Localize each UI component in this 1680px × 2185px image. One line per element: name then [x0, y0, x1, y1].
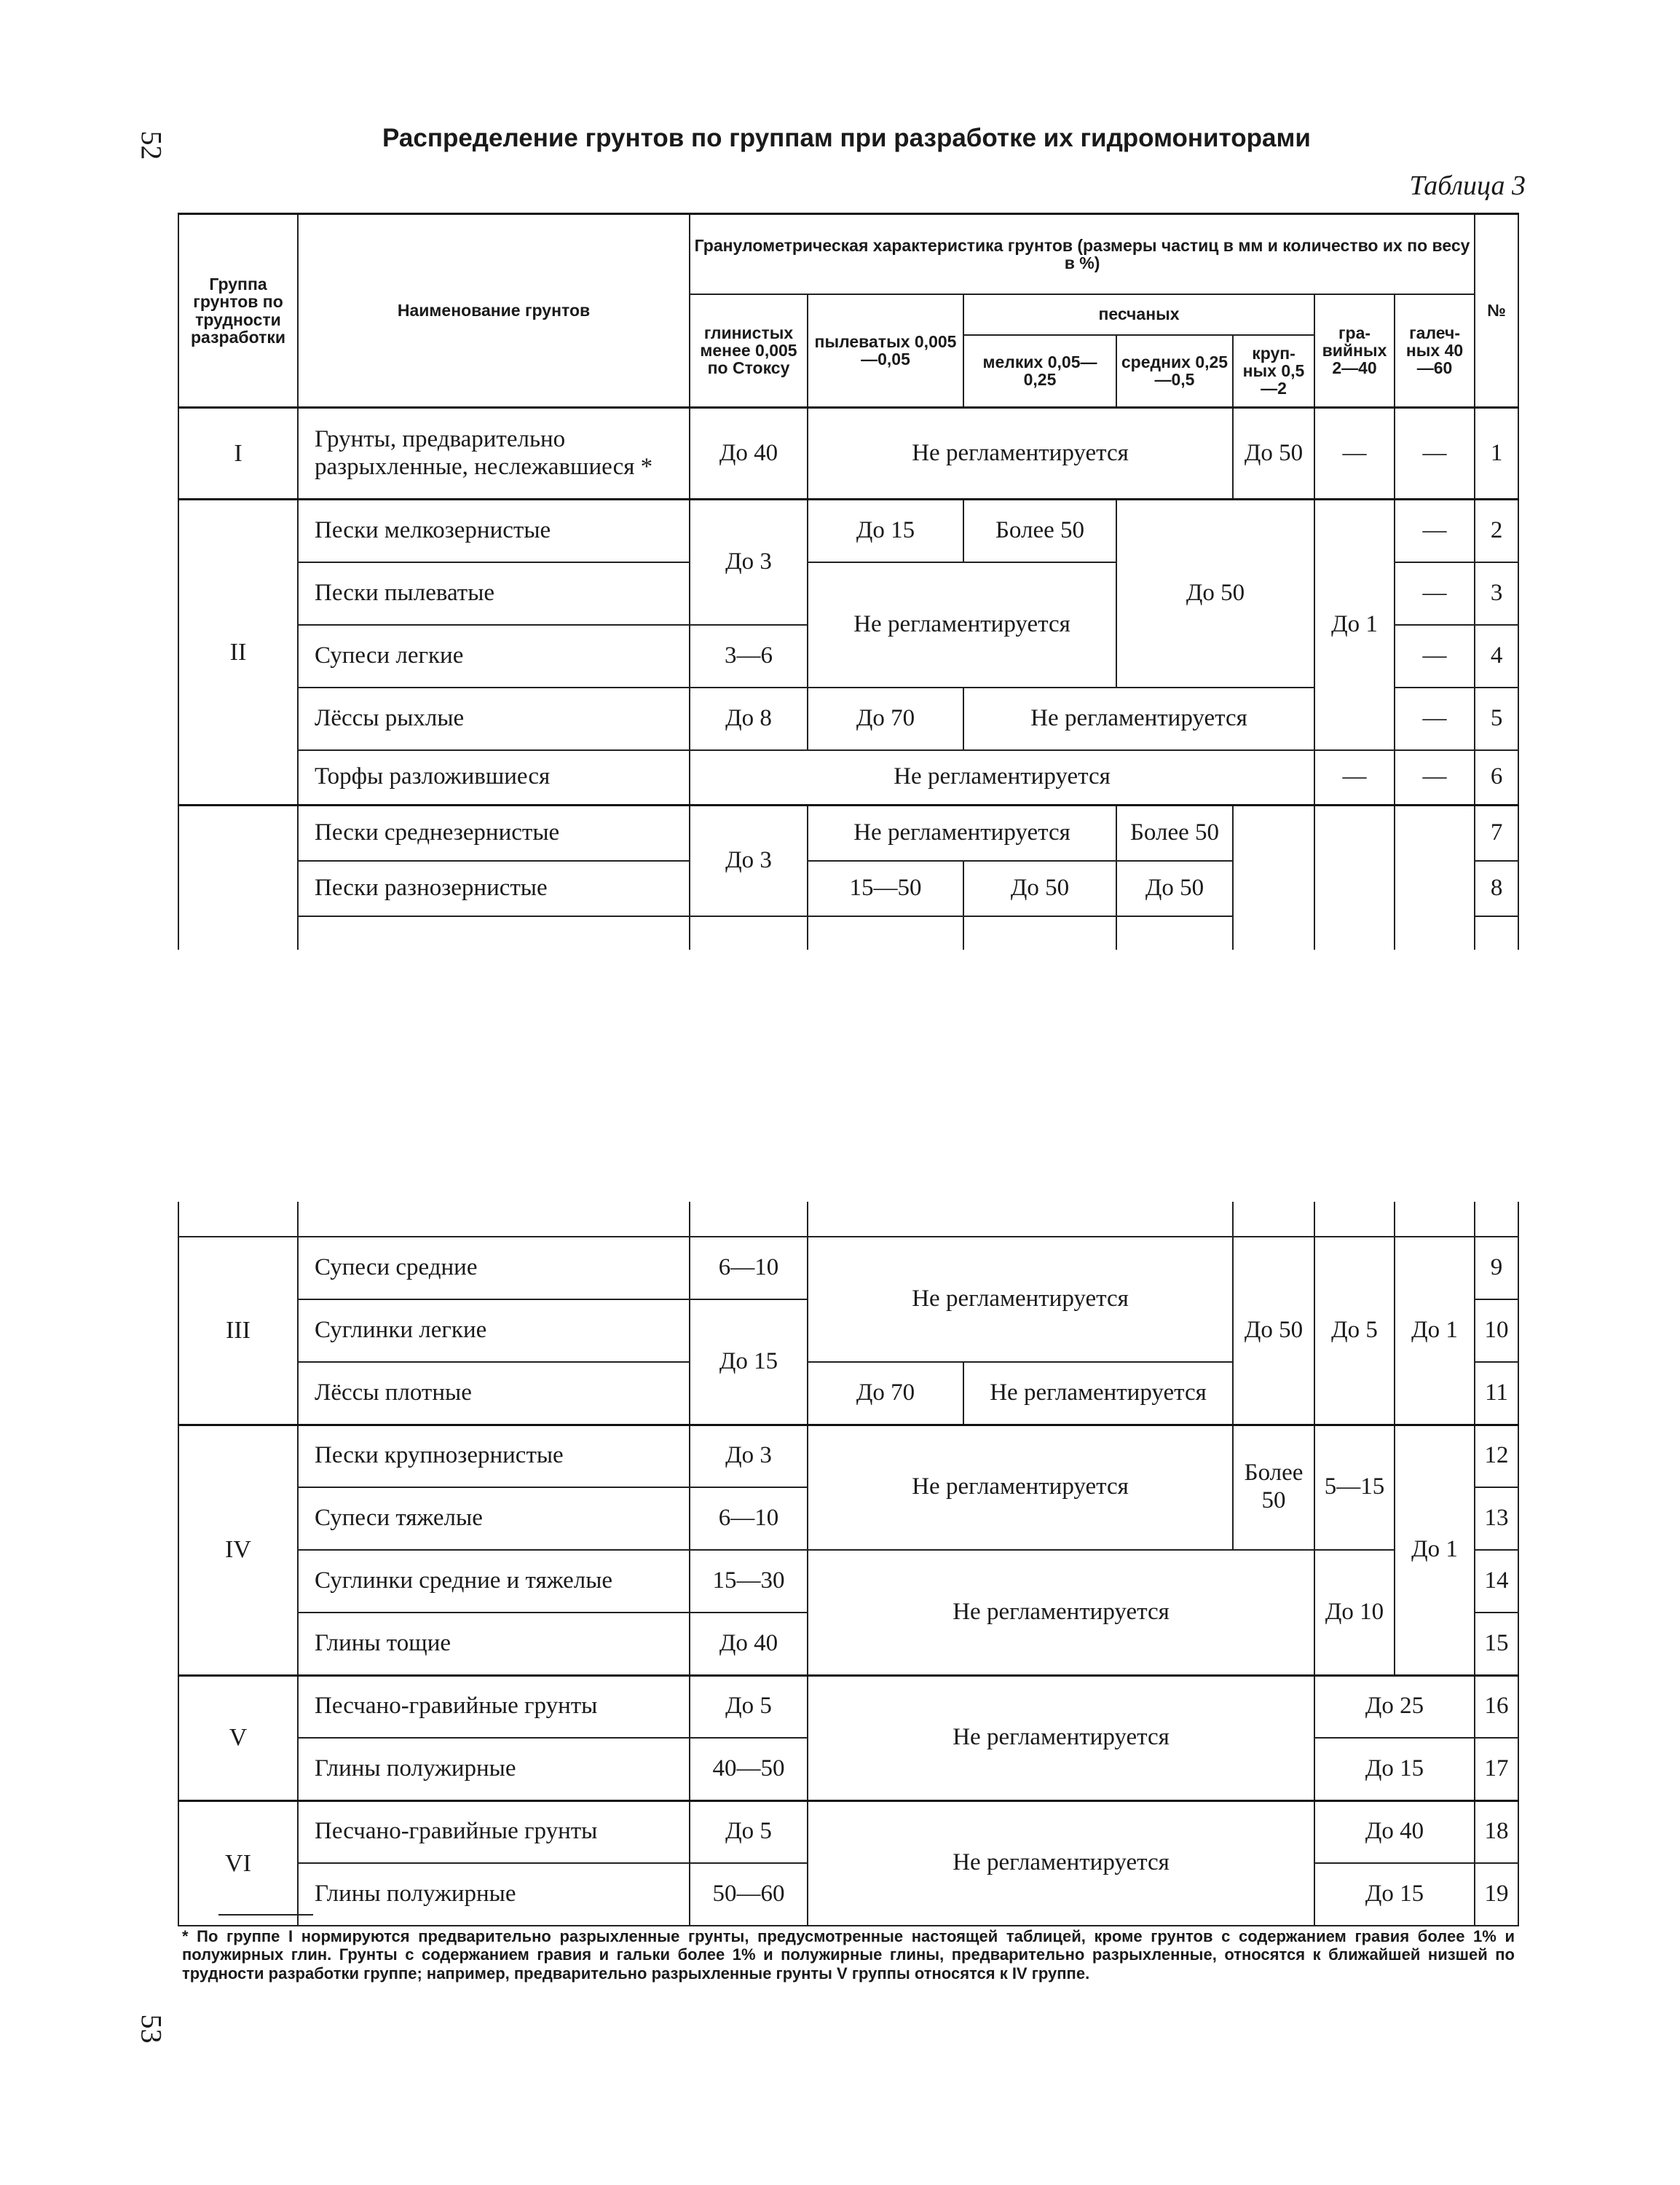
- soil-name: Пески мелкозернистые: [298, 500, 690, 562]
- pebble-value: —: [1395, 688, 1475, 750]
- gravel-pebble-value: До 15: [1314, 1738, 1475, 1800]
- row-number: 8: [1475, 861, 1518, 916]
- row-number: 13: [1475, 1487, 1518, 1550]
- clay-value: До 3: [690, 806, 808, 916]
- pebble-value: До 1: [1395, 1425, 1475, 1675]
- soil-name: Глины полужирные: [298, 1863, 690, 1926]
- soil-table-part-2: [178, 1202, 1519, 1926]
- group-cell: III: [178, 1237, 298, 1425]
- pebble-value: До 1: [1395, 1237, 1475, 1425]
- gravel-pebble-value: До 15: [1314, 1863, 1475, 1926]
- medium-coarse-value: До 50: [1116, 500, 1314, 688]
- row-number: 12: [1475, 1425, 1518, 1487]
- header-silt: пылеватых 0,005—0,05: [808, 294, 963, 408]
- soil-name: Пески среднезернистые: [298, 806, 690, 861]
- table-label: Таблица 3: [1409, 170, 1526, 201]
- not-regulated: Не регламентируется: [808, 1425, 1233, 1550]
- row-number: 17: [1475, 1738, 1518, 1800]
- header-pebble: галеч-ных 40—60: [1395, 294, 1475, 408]
- gravel-value: До 1: [1314, 500, 1395, 750]
- row-number: 3: [1475, 562, 1518, 625]
- clay-value: 6—10: [690, 1237, 808, 1299]
- not-regulated: Не регламентируется: [808, 408, 1233, 500]
- silt-value: До 70: [808, 688, 963, 750]
- not-regulated: Не регламентируется: [808, 1675, 1314, 1800]
- gravel-value: —: [1314, 408, 1395, 500]
- pebble-value: —: [1395, 562, 1475, 625]
- not-regulated: Не регламентируется: [808, 806, 1116, 861]
- silt-value: До 70: [808, 1362, 963, 1425]
- gravel-value: До 5: [1314, 1237, 1395, 1425]
- fine-value: До 50: [963, 861, 1116, 916]
- soil-name: Пески пылеватые: [298, 562, 690, 625]
- not-regulated: Не регламентируется: [690, 750, 1314, 806]
- clay-value: 3—6: [690, 625, 808, 688]
- header-num: №: [1475, 214, 1518, 408]
- header-name: Наименование грунтов: [298, 214, 690, 408]
- page-number-top: 52: [135, 130, 168, 160]
- not-regulated: Не регламентируется: [808, 562, 1116, 688]
- header-fine: мелких 0,05—0,25: [963, 335, 1116, 408]
- soil-name: Суглинки легкие: [298, 1299, 690, 1362]
- row-number: 1: [1475, 408, 1518, 500]
- silt-value: До 15: [808, 500, 963, 562]
- header-group: Группа грунтов по трудности разработки: [178, 214, 298, 408]
- row-number: 2: [1475, 500, 1518, 562]
- soil-name: Песчано-гравийные грунты: [298, 1675, 690, 1738]
- soil-name: Суглинки средние и тяжелые: [298, 1550, 690, 1613]
- coarse-value: До 50: [1233, 1237, 1314, 1425]
- not-regulated: Не регламентируется: [808, 1237, 1233, 1362]
- soil-name: Песчано-гравийные грунты: [298, 1800, 690, 1863]
- soil-name: Грунты, предварительно разрыхленные, неслежавшиеся *: [298, 408, 690, 500]
- row-number: 10: [1475, 1299, 1518, 1362]
- soil-name: Глины тощие: [298, 1613, 690, 1675]
- soil-name: Пески разнозернистые: [298, 861, 690, 916]
- header-granulometry: Гранулометрическая характеристика грунтов (размеры частиц в мм и количество их по весу в %): [690, 214, 1475, 294]
- row-number: 16: [1475, 1675, 1518, 1738]
- group-cell: VI: [178, 1800, 298, 1926]
- group-cell: I: [178, 408, 298, 500]
- header-clay: глинистых менее 0,005 по Стоксу: [690, 294, 808, 408]
- gravel-value: 5—15: [1314, 1425, 1395, 1550]
- gravel-empty: [1314, 806, 1395, 950]
- soil-name: Супеси тяжелые: [298, 1487, 690, 1550]
- gravel-value: —: [1314, 750, 1395, 806]
- soil-name: Торфы разложившиеся: [298, 750, 690, 806]
- row-number: 7: [1475, 806, 1518, 861]
- row-number: 14: [1475, 1550, 1518, 1613]
- coarse-value: До 50: [1233, 408, 1314, 500]
- row-number: 5: [1475, 688, 1518, 750]
- clay-value: До 5: [690, 1675, 808, 1738]
- medium-value: До 50: [1116, 861, 1233, 916]
- header-medium: средних 0,25—0,5: [1116, 335, 1233, 408]
- header-gravel: гра-вийных 2—40: [1314, 294, 1395, 408]
- header-coarse: круп-ных 0,5—2: [1233, 335, 1314, 408]
- header-sand: песчаных: [963, 294, 1314, 335]
- coarse-value: Более 50: [1233, 1425, 1314, 1550]
- soil-name: Супеси средние: [298, 1237, 690, 1299]
- pebble-value: —: [1395, 500, 1475, 562]
- page-number-bottom: 53: [135, 2014, 168, 2044]
- not-regulated: Не регламентируется: [963, 688, 1314, 750]
- group-cell: II: [178, 500, 298, 806]
- soil-name: Супеси легкие: [298, 625, 690, 688]
- clay-value: 40—50: [690, 1738, 808, 1800]
- row-number: 18: [1475, 1800, 1518, 1863]
- clay-value: 50—60: [690, 1863, 808, 1926]
- not-regulated: Не регламентируется: [808, 1550, 1314, 1675]
- group-cell: IV: [178, 1425, 298, 1675]
- coarse-empty: [1233, 806, 1314, 950]
- clay-value: 6—10: [690, 1487, 808, 1550]
- clay-value: До 40: [690, 1613, 808, 1675]
- not-regulated: Не регламентируется: [808, 1800, 1314, 1926]
- soil-name: Глины полужирные: [298, 1738, 690, 1800]
- soil-name: Лёссы рыхлые: [298, 688, 690, 750]
- row-number: 11: [1475, 1362, 1518, 1425]
- gravel-pebble-value: До 25: [1314, 1675, 1475, 1738]
- footnote: * По группе I нормируются предварительно разрыхленные грунты, предусмотренные настоящей таблицей, кроме грунтов с содержанием гравия более 1% и полужирных глин. Грунты с содержанием гравия и гальки более 1% и полужирные глины, предварительно разрыхленные, относятся к ближайшей низшей по трудности разработки группе; например, предварительно разрыхленные грунты V группы относятся к IV группе.: [182, 1927, 1515, 1983]
- footnote-rule: [218, 1914, 313, 1916]
- clay-value: До 8: [690, 688, 808, 750]
- pebble-value: —: [1395, 750, 1475, 806]
- pebble-value: —: [1395, 408, 1475, 500]
- row-number: 9: [1475, 1237, 1518, 1299]
- row-number: 4: [1475, 625, 1518, 688]
- clay-value: 15—30: [690, 1550, 808, 1613]
- soil-name: Лёссы плотные: [298, 1362, 690, 1425]
- pebble-value: —: [1395, 625, 1475, 688]
- medium-value: Более 50: [1116, 806, 1233, 861]
- gravel-pebble-value: До 40: [1314, 1800, 1475, 1863]
- gravel-value: До 10: [1314, 1550, 1395, 1675]
- row-number: 19: [1475, 1863, 1518, 1926]
- fine-value: Более 50: [963, 500, 1116, 562]
- soil-table-part-1: [178, 213, 1518, 950]
- pebble-empty: [1395, 806, 1475, 950]
- not-regulated: Не регламентируется: [963, 1362, 1233, 1425]
- clay-value: До 5: [690, 1800, 808, 1863]
- clay-value: До 3: [690, 1425, 808, 1487]
- soil-name: Пески крупнозернистые: [298, 1425, 690, 1487]
- group-cell: V: [178, 1675, 298, 1800]
- row-number: 6: [1475, 750, 1518, 806]
- row-number: 15: [1475, 1613, 1518, 1675]
- group-cell-empty: [178, 806, 298, 950]
- page-title: Распределение грунтов по группам при разработке их гидромониторами: [382, 124, 1311, 152]
- clay-value: До 3: [690, 500, 808, 625]
- clay-value: До 15: [690, 1299, 808, 1425]
- clay-value: До 40: [690, 408, 808, 500]
- silt-value: 15—50: [808, 861, 963, 916]
